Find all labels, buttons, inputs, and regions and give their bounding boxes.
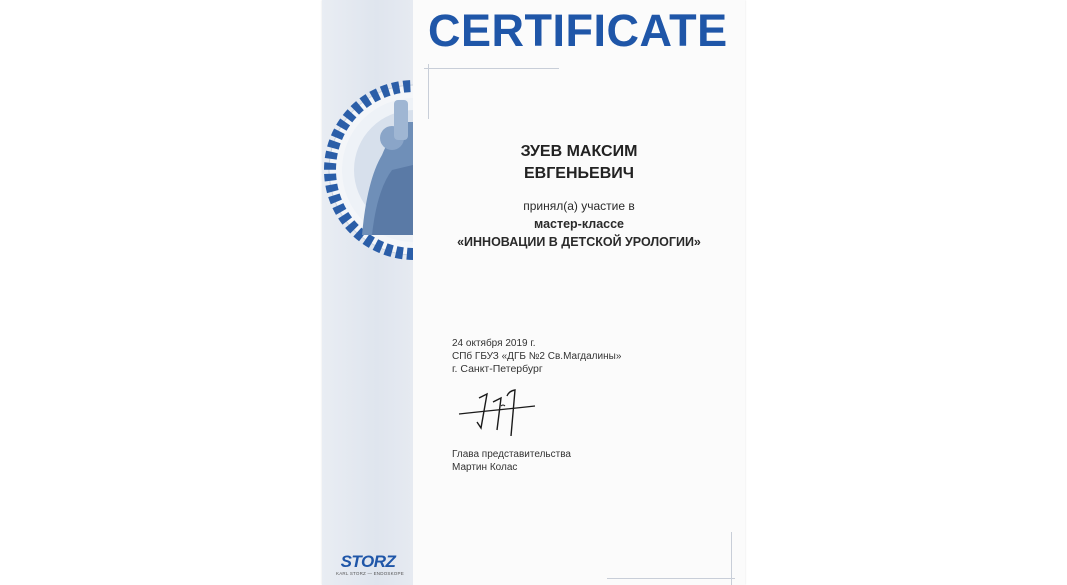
storz-logo — [336, 552, 404, 581]
participation-text: принял(а) участие в — [523, 199, 635, 213]
surgeon-emblem-graphic — [322, 60, 413, 270]
certificate-title: CERTIFICATE — [428, 5, 728, 56]
recipient-name-line1: ЗУЕВ МАКСИМ — [520, 143, 638, 160]
event-name-text: «ИННОВАЦИИ В ДЕТСКОЙ УРОЛОГИИ» — [457, 235, 701, 249]
certificate-sheet — [322, 0, 745, 585]
handwritten-signature — [457, 386, 537, 442]
signer-title: Глава представительства — [452, 449, 571, 460]
signer-name: Мартин Колас — [452, 462, 518, 473]
logo-wordmark: STORZ — [340, 552, 396, 571]
decorative-left-band — [322, 0, 413, 585]
bottom-divider-line — [607, 578, 735, 579]
event-venue: СПб ГБУЗ «ДГБ №2 Св.Магдалины» — [452, 351, 622, 362]
event-city: г. Санкт-Петербург — [452, 363, 543, 375]
event-type-text: мастер-классе — [533, 217, 624, 231]
recipient-name-line2: ЕВГЕНЬЕВИЧ — [524, 165, 634, 182]
event-date: 24 октября 2019 г. — [452, 338, 536, 349]
logo-tagline: KARL STORZ — ENDOSKOPE — [336, 571, 404, 576]
top-divider-line — [424, 68, 559, 69]
left-divider-line — [428, 64, 429, 119]
